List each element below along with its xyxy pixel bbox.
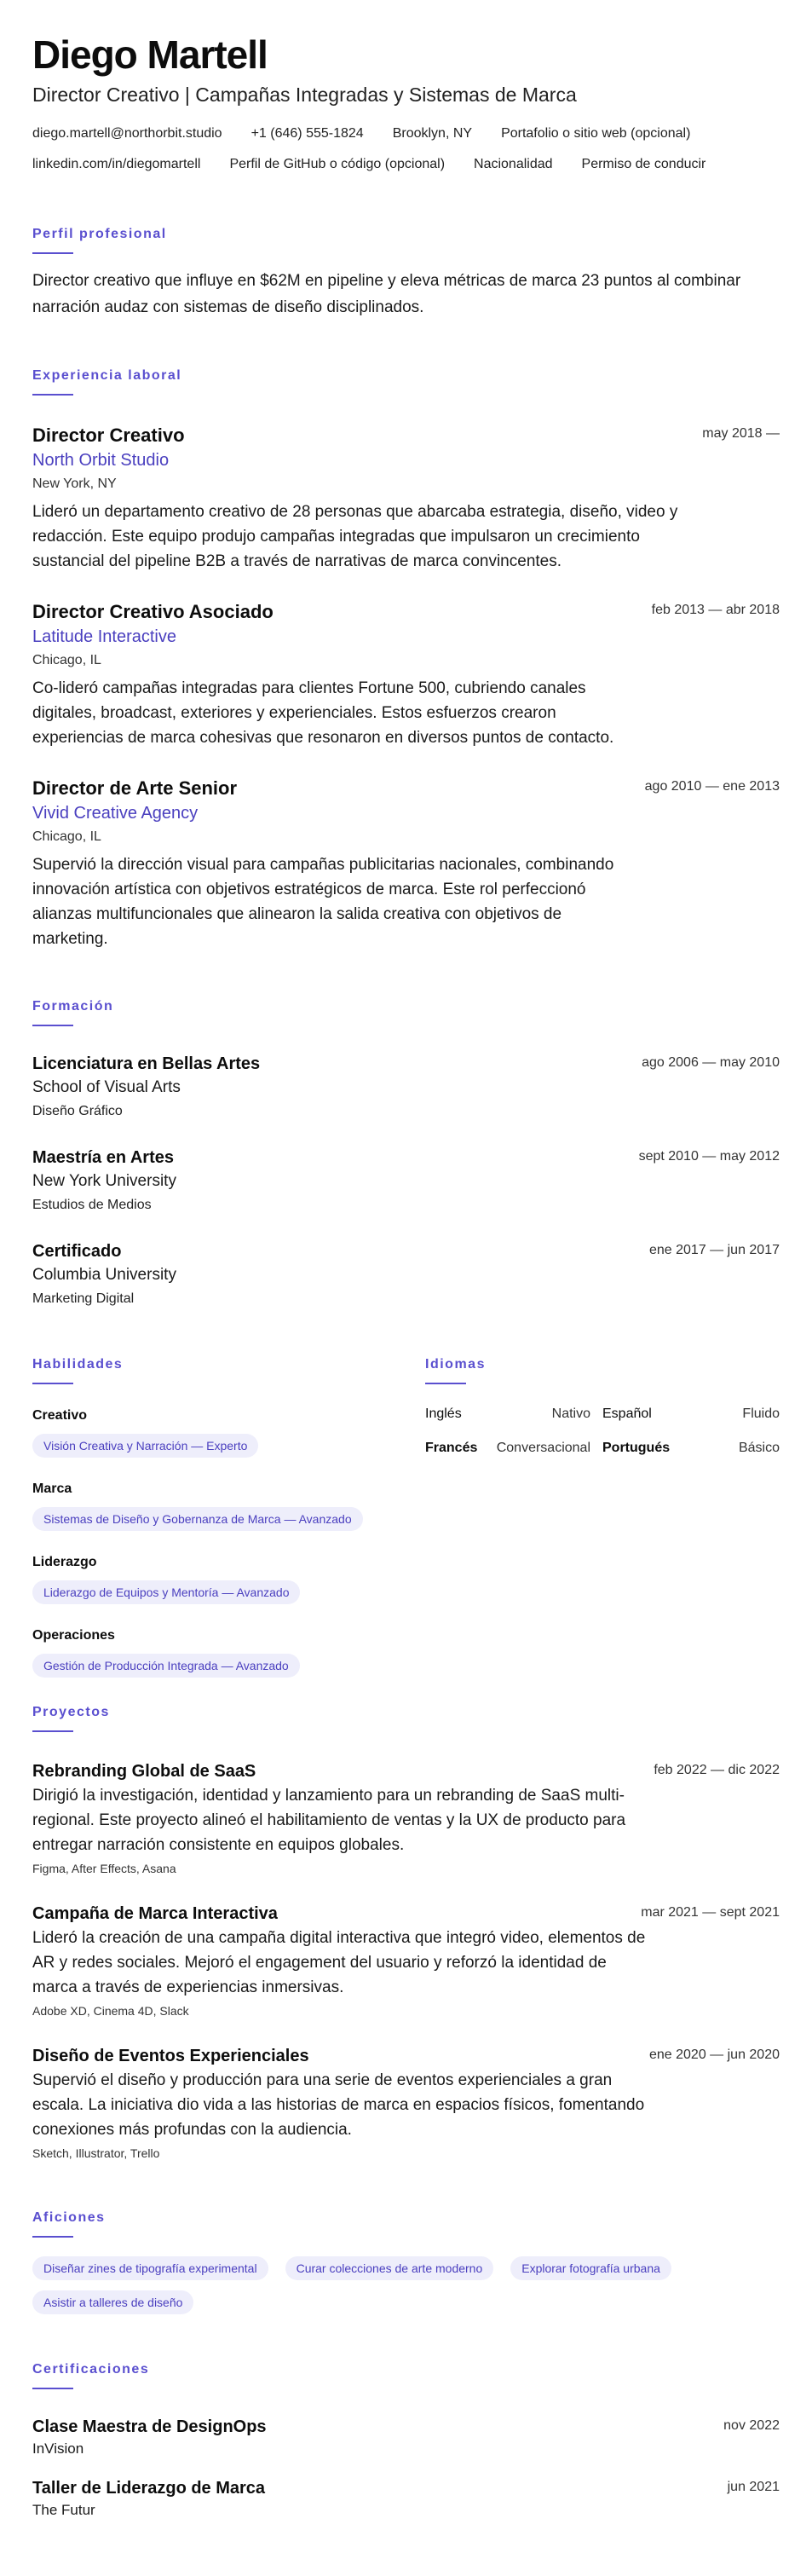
field-of-study: Estudios de Medios [32, 1198, 152, 1212]
education-section [32, 997, 780, 1309]
section-divider [32, 1383, 73, 1384]
project-name: Rebranding Global de SaaS [32, 1762, 256, 1781]
language-name: Español [602, 1406, 652, 1421]
language-name: Inglés [425, 1406, 462, 1421]
job-description: Supervió la dirección visual para campañas publicitarias nacionales, combinando innovación artística con objetivos estratégicos de marca. Este rol perfeccionó alianzas multifuncionales que alinearon la salida creativa con objetivos de marketing. [32, 856, 614, 948]
skill-chip: Sistemas de Diseño y Gobernanza de Marca — Avanzado [32, 1507, 363, 1531]
summary-text: Director creativo que influye en $62M en pipeline y eleva métricas de marca 23 puntos al combinar narración audaz con sistemas de diseño disciplinados. [32, 272, 741, 316]
degree-title: Licenciatura en Bellas Artes [32, 1054, 261, 1073]
section-title: Proyectos [32, 1705, 110, 1719]
project-description: Dirigió la investigación, identidad y lanzamiento para un rebranding de SaaS multi-regional. Este proyecto alineó el habilitamiento de ventas y la UX de producto para entregar narración consistente en equipos globales. [32, 1787, 626, 1854]
skill-category: Marca [32, 1481, 72, 1496]
language-item [602, 1405, 780, 1424]
contact-portfolio[interactable]: Portafolio o sitio web (opcional) [501, 126, 691, 141]
language-level: Nativo [551, 1406, 590, 1421]
project-description: Supervió el diseño y producción para una serie de eventos experienciales a gran escala. La iniciativa dio vida a las historias de marca en espacios físicos, fomentando conexiones más profundas con la audiencia. [32, 2071, 645, 2139]
contact-email[interactable]: diego.martell@northorbit.studio [32, 126, 222, 141]
hobby-chip: Diseñar zines de tipografía experimental [32, 2256, 268, 2280]
job-location: Chicago, IL [32, 829, 101, 844]
degree-title: Certificado [32, 1242, 122, 1261]
certification-name: Clase Maestra de DesignOps [32, 2417, 267, 2436]
certification-issuer: InVision [32, 2440, 84, 2457]
project-entry [32, 1902, 780, 2020]
section-divider [32, 2388, 73, 2389]
language-name: Portugués [602, 1441, 671, 1455]
project-dates: feb 2022 — dic 2022 [654, 1763, 780, 1777]
section-divider [32, 1730, 73, 1732]
contact-linkedin[interactable]: linkedin.com/in/diegomartell [32, 157, 201, 171]
candidate-name: Diego Martell [32, 32, 268, 77]
language-item [602, 1439, 780, 1458]
project-entry [32, 2044, 780, 2163]
education-dates: ago 2006 — may 2010 [642, 1055, 780, 1070]
section-title: Habilidades [32, 1357, 124, 1372]
language-level: Básico [738, 1441, 780, 1455]
project-tools: Adobe XD, Cinema 4D, Slack [32, 2004, 189, 2018]
education-entry [32, 1239, 780, 1309]
job-title: Director Creativo [32, 425, 185, 446]
job-location: Chicago, IL [32, 653, 101, 667]
candidate-headline: Director Creativo | Campañas Integradas y Sistemas de Marca [32, 84, 577, 106]
language-name: Francés [425, 1441, 478, 1455]
section-title: Formación [32, 999, 114, 1014]
skill-category: Operaciones [32, 1628, 115, 1643]
job-dates: may 2018 — [702, 426, 780, 441]
hobbies-section [32, 2209, 780, 2314]
resume-header [32, 32, 780, 176]
projects-section [32, 1703, 780, 2163]
job-description: Co-lideró campañas integradas para clientes Fortune 500, cubriendo canales digitales, broadcast, exteriores y experienciales. Estos esfuerzos crearon experiencias de marca cohesivas que resonaron en diversos puntos de contacto. [32, 679, 614, 747]
education-entry [32, 1052, 780, 1122]
contact-location: Brooklyn, NY [392, 126, 473, 141]
contact-phone[interactable]: +1 (646) 555-1824 [251, 126, 364, 141]
hobby-chip: Curar colecciones de arte moderno [285, 2256, 494, 2280]
skill-group [32, 1553, 424, 1604]
institution-name: Columbia University [32, 1266, 176, 1284]
section-title: Idiomas [425, 1357, 486, 1372]
language-list [425, 1405, 780, 1458]
skill-chip: Liderazgo de Equipos y Mentoría — Avanzado [32, 1580, 300, 1604]
project-name: Campaña de Marca Interactiva [32, 1904, 278, 1923]
field-of-study: Marketing Digital [32, 1291, 135, 1306]
job-description: Lideró un departamento creativo de 28 personas que abarcaba estrategia, diseño, video y redacción. Este equipo produjo campañas integradas que impulsaron un crecimiento sustancial del pipeline B2B a través de narrativas de marca convincentes. [32, 503, 678, 570]
certification-date: jun 2021 [727, 2480, 780, 2494]
summary-section [32, 225, 780, 321]
education-entry [32, 1146, 780, 1216]
contact-nationality: Nacionalidad [474, 157, 553, 171]
section-title: Experiencia laboral [32, 368, 182, 383]
job-dates: ago 2010 — ene 2013 [644, 779, 780, 794]
experience-section [32, 367, 780, 951]
job-title: Director de Arte Senior [32, 777, 238, 799]
skill-group [32, 1626, 424, 1678]
certification-entry [32, 2476, 780, 2521]
skill-group [32, 1480, 424, 1531]
language-item [425, 1439, 602, 1458]
contact-github[interactable]: Perfil de GitHub o código (opcional) [229, 157, 446, 171]
job-company: Latitude Interactive [32, 627, 176, 646]
job-company: Vivid Creative Agency [32, 804, 199, 823]
project-dates: mar 2021 — sept 2021 [641, 1905, 780, 1920]
skill-category: Creativo [32, 1408, 88, 1423]
experience-entry [32, 423, 780, 574]
contact-driving-license: Permiso de conducir [581, 157, 706, 171]
skills-languages-row [32, 1355, 780, 1684]
project-tools: Sketch, Illustrator, Trello [32, 2146, 160, 2160]
project-dates: ene 2020 — jun 2020 [648, 2048, 780, 2062]
job-dates: feb 2013 — abr 2018 [651, 603, 780, 617]
experience-entry [32, 776, 780, 951]
language-level: Conversacional [496, 1441, 590, 1455]
project-name: Diseño de Eventos Experienciales [32, 2047, 309, 2065]
section-title: Certificaciones [32, 2362, 150, 2377]
hobby-chip: Explorar fotografía urbana [510, 2256, 671, 2280]
certification-entry [32, 2415, 780, 2459]
project-entry [32, 1759, 780, 1878]
project-description: Lideró la creación de una campaña digital interactiva que integró video, elementos de AR y redes sociales. Mejoró el engagement del usuario y reforzó la identidad de marca a través de experiencias inmersivas. [32, 1929, 646, 1996]
contact-info [32, 123, 799, 176]
section-divider [32, 2236, 73, 2238]
project-tools: Figma, After Effects, Asana [32, 1862, 176, 1875]
certifications-section [32, 2360, 780, 2521]
degree-title: Maestría en Artes [32, 1148, 174, 1167]
certification-date: nov 2022 [723, 2418, 780, 2433]
language-item [425, 1405, 602, 1424]
institution-name: School of Visual Arts [32, 1078, 181, 1096]
education-dates: ene 2017 — jun 2017 [648, 1243, 780, 1257]
section-divider [32, 394, 73, 396]
skill-group [32, 1406, 424, 1458]
section-divider [425, 1383, 466, 1384]
section-title: Perfil profesional [32, 227, 167, 241]
field-of-study: Diseño Gráfico [32, 1104, 123, 1118]
job-title: Director Creativo Asociado [32, 601, 274, 622]
certification-name: Taller de Liderazgo de Marca [32, 2479, 266, 2498]
certification-issuer: The Futur [32, 2502, 95, 2518]
section-title: Aficiones [32, 2210, 106, 2225]
experience-entry [32, 599, 780, 750]
hobby-list [32, 2256, 780, 2314]
section-divider [32, 1025, 73, 1026]
job-company: North Orbit Studio [32, 451, 170, 470]
skill-category: Liderazgo [32, 1555, 97, 1569]
skill-chip: Visión Creativa y Narración — Experto [32, 1434, 258, 1458]
job-location: New York, NY [32, 477, 117, 491]
education-dates: sept 2010 — may 2012 [638, 1149, 780, 1164]
languages-section [425, 1355, 780, 1458]
language-level: Fluido [742, 1406, 780, 1421]
hobby-chip: Asistir a talleres de diseño [32, 2290, 193, 2314]
skills-section [32, 1355, 424, 1678]
section-divider [32, 252, 73, 254]
skill-chip: Gestión de Producción Integrada — Avanzado [32, 1654, 300, 1678]
institution-name: New York University [32, 1172, 176, 1190]
